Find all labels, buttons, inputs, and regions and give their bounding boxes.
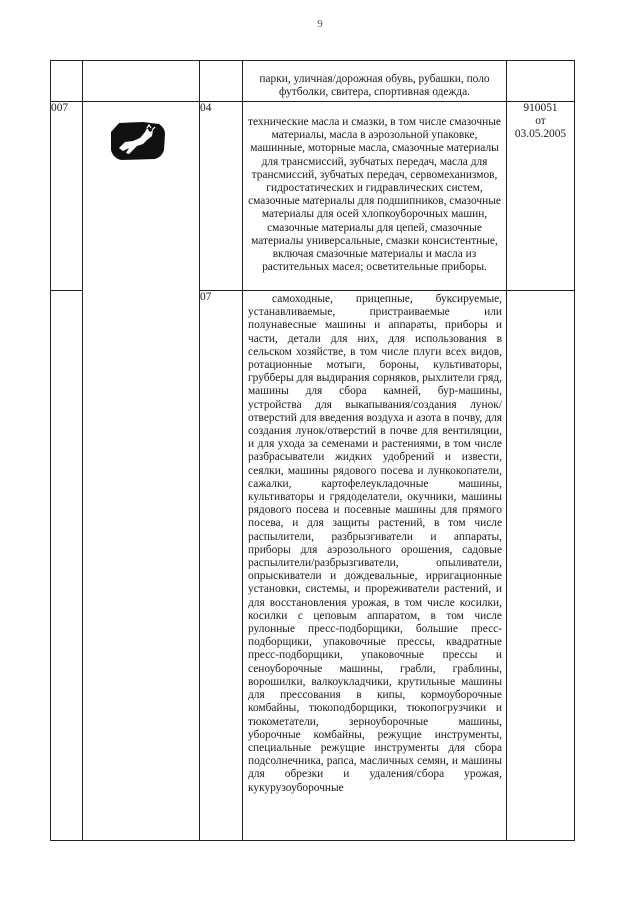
registration-cell [507, 61, 575, 102]
row-number: 007 [51, 102, 83, 291]
class-code: 04 [200, 102, 243, 291]
registration-cell [507, 102, 575, 291]
class-code: 07 [200, 291, 243, 841]
table-row [51, 61, 575, 102]
row-number [51, 61, 83, 102]
deer-logo-icon [107, 120, 169, 162]
registration-number: 910051 [523, 102, 558, 114]
logo-cell [83, 102, 200, 841]
goods-description: самоходные, прицепные, буксируемые, устанавливаемые, пристраиваемые или полунавесные машины и аппараты, приборы и части, детали для них, для использования в сельском хозяйстве, в том числе плуги всех видов, ротационные мотыги, бороны, культиваторы, грубберы для выдирания сорняков, рыхлители гряд, машины для сбора камней, бур-машины, устройства для выкапывания/создания лунок/отверстий для введения воздуха и азота в почву, для создания лунок/отверстий в почве для вентиляции, и для ухода за семенами и растениями, в том числе разбрасыватели жидких удобрений и извести, сеялки, машины рядового посева и лункокопатели, сажалки, картофелеукладочные машины, культиваторы и грядоделатели, окучники, машины рядового посева и посевные машины для прямого посева, и для защиты растений, в том числе распылители, разбрызгиватели и аппараты, приборы для аэрозольного орошения, садовые распылители/разбрызгиватели, опыливатели, опрыскиватели и дождевальные, ирригационные установки, системы, и прореживатели растений, и для восстановления урожая, в том числе косилки, косилки с цеповым аппаратом, в том числе рулонные пресс-подборщики, большие пресс-подборщики, упаковочные прессы, квадратные пресс-подборщики, упаковочные прессы и сеноуборочные машины, грабли, граблины, ворошилки, валкоукладчики, крутильные машины для прессования в кипы, кормоуборочные комбайны, тюкоподборщики, тюкопогрузчики и тюкометатели, зерноуборочные машины, уборочные комбайны, режущие инструменты, специальные режущие инструменты для сбора подсолнечника, рапса, масличных семян, и машины для обрезки и удаления/сбора урожая, кукурузоуборочные [243, 291, 507, 841]
row-number [51, 291, 83, 841]
registration-from-label: от [535, 115, 546, 128]
registration-date: 03.05.2005 [514, 128, 567, 141]
class-code [200, 61, 243, 102]
registration-cell [507, 291, 575, 841]
goods-description: парки, уличная/дорожная обувь, рубашки, поло футболки, свитера, спортивная одежда. [243, 61, 507, 102]
page-number: 9 [317, 18, 323, 30]
trademark-registry-table [50, 60, 575, 841]
goods-description: технические масла и смазки, в том числе смазочные материалы, масла в аэрозольной упаковке, машинные, моторные масла, смазочные материалы для трансмиссий, зубчатых передач, масла для трансмиссий, зубчатых передач, сервомеханизмов, гидростатических и гидравлических систем, смазочные материалы для подшипников, смазочные материалы для осей хлопкоуборочных машин, смазочные материалы для цепей, смазочные материалы универсальные, смазки консистентные, включая смазочные материалы и масла из растительных масел; осветительные приборы. [243, 102, 507, 291]
logo-cell [83, 61, 200, 102]
table-row [51, 102, 575, 291]
